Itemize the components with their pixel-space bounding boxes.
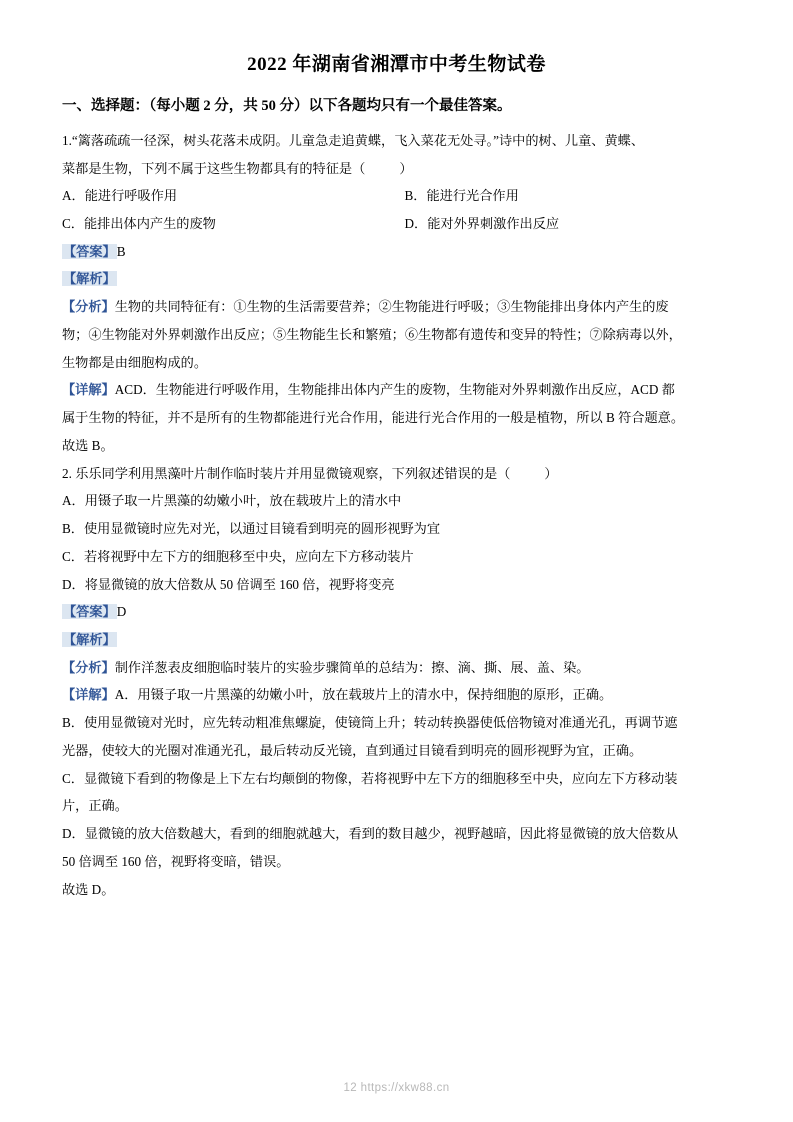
- fenxi-label: 【分析】: [62, 659, 115, 675]
- question-1-options-row-1: [62, 183, 731, 209]
- question-1-analysis-label-row: [62, 266, 731, 292]
- question-2-xiangjie-line-7: 50 倍调至 160 倍，视野将变暗，错误。: [62, 853, 290, 869]
- question-1-fenxi-line-1: [62, 294, 731, 320]
- question-1-stem-line2-end: ）: [399, 160, 413, 176]
- question-1-stem-line1: “篱落疏疏一径深，树头花落未成阴。儿童急走追黄蝶，飞入菜花无处寻。”诗中的树、儿童、黄蝶、: [71, 132, 645, 148]
- question-2-xiangjie-line-1: [62, 682, 731, 708]
- question-1-option-c[interactable]: C．能排出体内产生的废物: [62, 215, 216, 231]
- question-2-xiangjie-line-6: D．显微镜的放大倍数越大，看到的细胞就越大，看到的数目越少，视野越暗，因此将显微镜的放大倍数从: [62, 826, 679, 842]
- question-1-options-row-2: [62, 211, 731, 237]
- analysis-label: 【解析】: [63, 632, 116, 647]
- analysis-label: 【解析】: [63, 271, 116, 287]
- question-1-stem-cont: [62, 156, 731, 182]
- question-1-stem: [62, 128, 731, 154]
- question-2-stem-line1: 乐乐同学利用黑藻叶片制作临时装片并用显微镜观察，下列叙述错误的是（: [75, 465, 511, 481]
- question-1-xiangjie-line-3: 故选 B。: [62, 437, 114, 453]
- question-2-stem: [62, 461, 731, 487]
- question-2-option-c[interactable]: C．若将视野中左下方的细胞移至中央，应向左下方移动装片: [62, 548, 414, 564]
- question-block-2: [62, 461, 731, 903]
- question-2-fenxi-line-1: [62, 655, 731, 681]
- answer-label: 【答案】: [63, 243, 116, 259]
- question-2-answer: [62, 599, 731, 625]
- question-1-fenxi-text-1: 生物的共同特征有：①生物的生活需要营养；②生物能进行呼吸；③生物能排出身体内产生的废: [114, 299, 669, 315]
- xiangjie-label: 【详解】: [62, 687, 115, 703]
- question-1-answer-value: B: [116, 243, 126, 259]
- page-title: 2022 年湖南省湘潭市中考生物试卷: [247, 54, 546, 75]
- question-2-answer-value: D: [116, 604, 127, 620]
- question-2-option-a[interactable]: A．用镊子取一片黑藻的幼嫩小叶，放在载玻片上的清水中: [62, 493, 402, 509]
- question-2-xiangjie-line-8: 故选 D。: [62, 881, 115, 897]
- answer-label: 【答案】: [63, 604, 116, 620]
- question-2-xiangjie-text-1: A．用镊子取一片黑藻的幼嫩小叶，放在载玻片上的清水中，保持细胞的原形，正确。: [114, 687, 613, 703]
- question-2-xiangjie-line-4: C．显微镜下看到的物像是上下左右均颠倒的物像，若将视野中左下方的细胞移至中央，应向左下方移动装: [62, 770, 678, 786]
- question-2-xiangjie-line-3: 光器，使较大的光圈对准通光孔，最后转动反光镜，直到通过目镜看到明亮的圆形视野为宜，正确。: [62, 742, 643, 758]
- question-2-xiangjie-line-2: B．使用显微镜对光时，应先转动粗准焦螺旋，使镜筒上升；转动转换器使低倍物镜对准通光孔，再调节遮: [62, 715, 678, 731]
- question-1-stem-line2: 菜都是生物，下列不属于这些生物都具有的特征是（: [62, 160, 366, 176]
- question-block-1: [62, 128, 731, 459]
- page-footer: 12 https://xkw88.cn: [343, 1082, 450, 1094]
- question-1-xiangjie-line-1: [62, 377, 731, 403]
- question-1-xiangjie-text-1: ACD．生物能进行呼吸作用，生物能排出体内产生的废物，生物能对外界刺激作出反应，ACD 都: [114, 382, 675, 398]
- question-2-fenxi-text-1: 制作洋葱表皮细胞临时装片的实验步骤简单的总结为：擦、滴、撕、展、盖、染。: [114, 659, 590, 675]
- question-1-option-d[interactable]: D．能对外界刺激作出反应: [404, 215, 560, 231]
- question-1-option-a[interactable]: A．能进行呼吸作用: [62, 188, 178, 204]
- question-2-stem-line1-end: ）: [544, 465, 558, 481]
- section-heading: 一、选择题：（每小题 2 分，共 50 分）以下各题均只有一个最佳答案。: [62, 97, 512, 114]
- question-2-option-b[interactable]: B．使用显微镜时应先对光，以通过目镜看到明亮的圆形视野为宜: [62, 521, 441, 537]
- fenxi-label: 【分析】: [62, 299, 115, 315]
- question-2-option-d[interactable]: D．将显微镜的放大倍数从 50 倍调至 160 倍，视野将变亮: [62, 576, 395, 592]
- question-1-fenxi-line-3: 生物都是由细胞构成的。: [62, 354, 208, 370]
- xiangjie-label: 【详解】: [62, 382, 115, 398]
- question-1-number: 1.: [62, 132, 72, 148]
- question-1-xiangjie-line-2: 属于生物的特征，并不是所有的生物都能进行光合作用，能进行光合作用的一般是植物，所以 B 符合题意。: [62, 410, 685, 426]
- question-2-xiangjie-line-5: 片，正确。: [62, 798, 128, 814]
- question-1-fenxi-line-2: 物；④生物能对外界刺激作出反应；⑤生物能生长和繁殖；⑥生物都有遗传和变异的特性；⑦除病毒以外，: [62, 326, 682, 342]
- question-1-option-b[interactable]: B．能进行光合作用: [404, 188, 519, 204]
- question-2-analysis-label-row: [62, 627, 731, 653]
- question-2-number: 2.: [62, 465, 72, 481]
- question-1-answer: [62, 239, 731, 265]
